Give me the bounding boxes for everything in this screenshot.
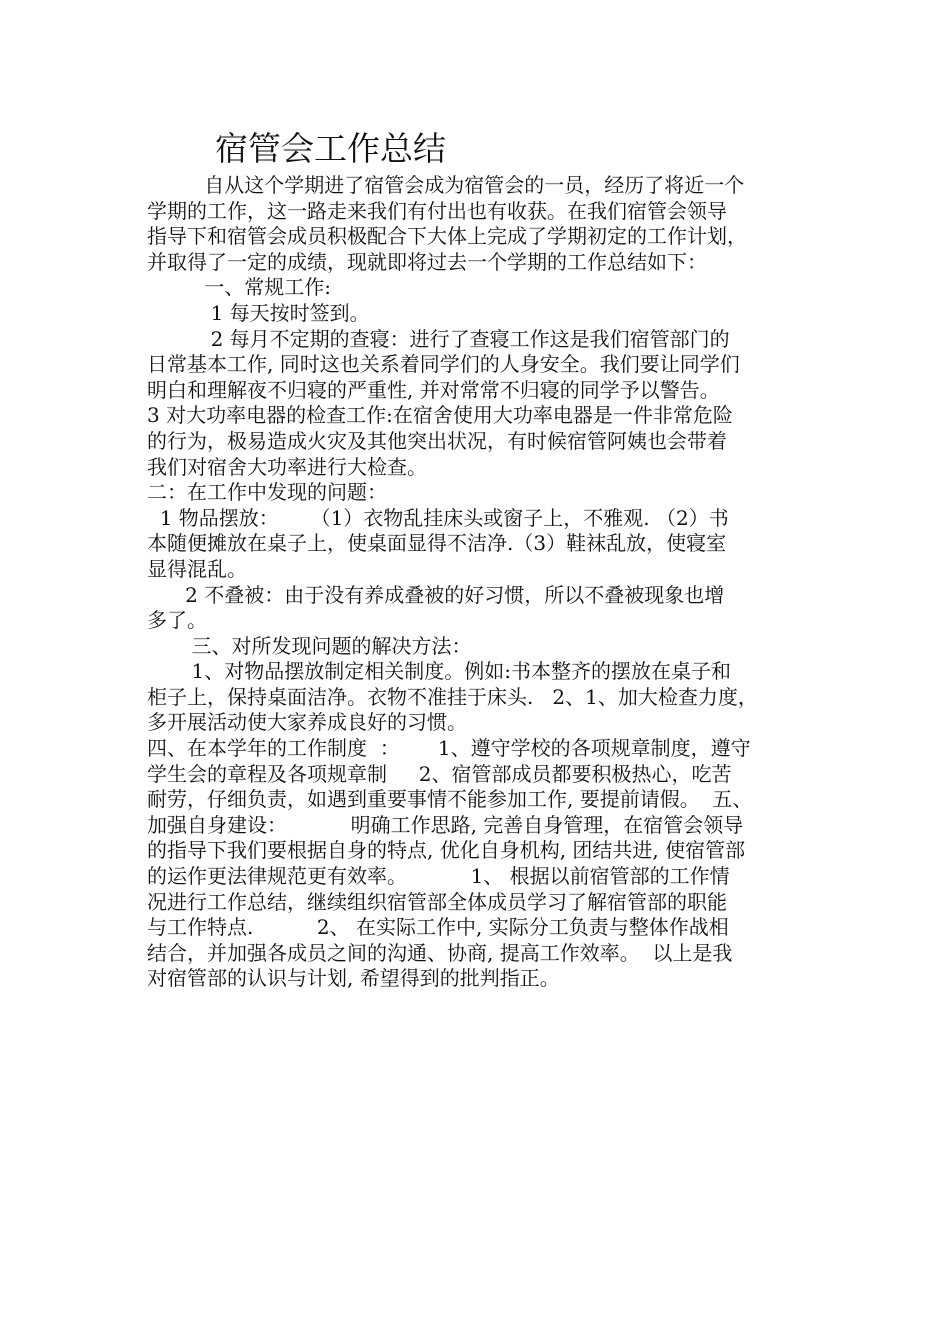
body-line: 的行为，极易造成火灾及其他突出状况，有时候宿管阿姨也会带着 xyxy=(147,428,727,453)
body-line: 并取得了一定的成绩，现就即将过去一个学期的工作总结如下： xyxy=(147,249,707,274)
body-line: 本随便摊放在桌子上，使桌面显得不洁净.（3）鞋袜乱放，使寝室 xyxy=(147,531,727,556)
body-line: 1 每天按时签到。 xyxy=(147,300,370,325)
body-line: 1 物品摆放： （1）衣物乱挂床头或窗子上，不雅观. （2）书 xyxy=(147,505,729,530)
section-heading-problems: 二：在工作中发现的问题： xyxy=(147,480,387,505)
section-heading-routine-work: 一、常规工作: xyxy=(147,275,331,300)
document-body xyxy=(147,173,817,992)
body-line: 多了。 xyxy=(147,608,207,633)
body-line: 2 每月不定期的查寝：进行了查寝工作这是我们宿管部门的 xyxy=(147,326,730,351)
body-line: 显得混乱。 xyxy=(147,556,247,581)
section-heading-solutions: 三、对所发现问题的解决方法： xyxy=(147,633,472,658)
body-line: 的指导下我们要根据自身的特点, 优化自身机构, 团结共进, 使宿管部 xyxy=(147,838,746,863)
body-line: 多开展活动使大家养成良好的习惯。 xyxy=(147,710,467,735)
body-line: 的运作更法律规范更有效率。 1、 根据以前宿管部的工作情 xyxy=(147,864,730,889)
body-line: 学生会的章程及各项规章制 2、宿管部成员都要积极热心，吃苦 xyxy=(147,761,732,786)
body-line: 我们对宿舍大功率进行大检查。 xyxy=(147,454,427,479)
body-line: 明白和理解夜不归寝的严重性, 并对常常不归寝的同学予以警告。 xyxy=(147,377,720,402)
body-line: 耐劳，仔细负责，如遇到重要事情不能参加工作, 要提前请假。 五、 xyxy=(147,787,753,812)
section-heading-rules: 四、在本学年的工作制度 ： 1、遵守学校的各项规章制度，遵守 xyxy=(147,736,751,761)
body-line: 指导下和宿管会成员积极配合下大体上完成了学期初定的工作计划， xyxy=(147,224,747,249)
body-line: 2 不叠被：由于没有养成叠被的好习惯，所以不叠被现象也增 xyxy=(147,582,725,607)
body-line: 结合，并加强各成员之间的沟通、协商, 提高工作效率。 以上是我 xyxy=(147,940,733,965)
body-line: 对宿管部的认识与计划, 希望得到的批判指正。 xyxy=(147,966,560,991)
body-line: 加强自身建设： 明确工作思路, 完善自身管理，在宿管会领导 xyxy=(147,812,744,837)
body-line: 学期的工作，这一路走来我们有付出也有收获。在我们宿管会领导 xyxy=(147,198,727,223)
body-line: 日常基本工作, 同时这也关系着同学们的人身安全。我们要让同学们 xyxy=(147,352,740,377)
body-line: 3 对大功率电器的检查工作:在宿舍使用大功率电器是一件非常危险 xyxy=(147,403,733,428)
body-line: 柜子上，保持桌面洁净。衣物不准挂于床头. 2、1、加大检查力度， xyxy=(147,684,758,709)
document-title: 宿管会工作总结 xyxy=(215,129,446,168)
body-line: 1、对物品摆放制定相关制度。例如:书本整齐的摆放在桌子和 xyxy=(147,659,731,684)
body-line: 自从这个学期进了宿管会成为宿管会的一员，经历了将近一个 xyxy=(147,173,745,197)
body-line: 与工作特点. 2、 在实际工作中, 实际分工负责与整体作战相 xyxy=(147,915,729,940)
body-line: 况进行工作总结，继续组织宿管部全体成员学习了解宿管部的职能 xyxy=(147,889,727,914)
